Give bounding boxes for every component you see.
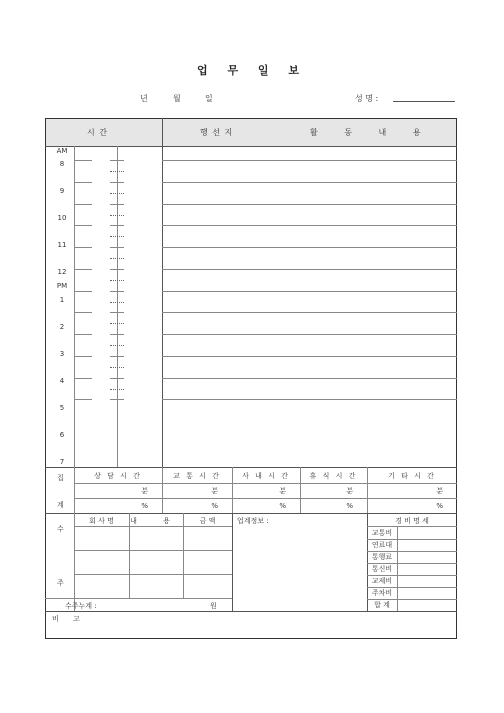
hour-label-3: 3 [59, 350, 65, 358]
hour-tick [74, 225, 92, 226]
orders-header-content: 내 용 [130, 517, 182, 525]
half-hour-tick [110, 280, 124, 281]
summary-header-4: 기 타 시 간 [388, 472, 436, 480]
expense-item-3: 통신비 [371, 565, 393, 573]
half-hour-tick [110, 236, 124, 237]
half-hour-tick [110, 367, 124, 368]
orders-info-divider [232, 513, 233, 611]
industry-info-label: 업계정보 : [237, 517, 269, 525]
half-hour-tick [110, 193, 124, 194]
expense-item-1: 연료대 [371, 541, 393, 549]
hour-tick [110, 291, 124, 292]
summary-label-bottom: 계 [57, 501, 64, 509]
summary-percent-1: % [211, 502, 218, 510]
hour-label-8: 8 [59, 160, 65, 168]
hour-label-am: AM [56, 147, 68, 155]
hour-tick [110, 182, 124, 183]
hour-label-1: 1 [59, 296, 65, 304]
summary-bottom-line [45, 513, 457, 514]
hour-tick [74, 204, 92, 205]
time-activity-divider [162, 118, 163, 467]
orders-header-amount: 금 액 [199, 517, 216, 525]
orders-label-divider [74, 513, 75, 611]
half-hour-tick [110, 171, 124, 172]
hour-tick [110, 399, 124, 400]
summary-header-3: 휴 식 시 간 [309, 472, 358, 480]
summary-header-1: 교 통 시 간 [173, 472, 221, 480]
activity-row-line [162, 247, 457, 248]
activity-row-line [162, 378, 457, 379]
expense-item-4: 교제비 [371, 577, 393, 585]
hour-label-11: 11 [57, 241, 67, 249]
hour-tick [74, 247, 92, 248]
time-column-divider [117, 146, 118, 467]
hour-tick [110, 312, 124, 313]
activity-row-line [162, 312, 457, 313]
summary-minutes-0: 분 [141, 487, 148, 495]
orders-label-bottom: 주 [57, 579, 64, 587]
hour-label-9: 9 [59, 187, 65, 195]
activity-row-line [162, 291, 457, 292]
hour-tick [74, 182, 92, 183]
summary-percent-2: % [279, 502, 286, 510]
hour-label-12: 12 [57, 268, 67, 276]
hour-label-4: 4 [59, 377, 65, 385]
header-time [87, 127, 108, 138]
summary-top-line [45, 467, 457, 468]
activity-row-line [162, 399, 457, 400]
hour-tick [110, 334, 124, 335]
expense-header-line [367, 526, 457, 527]
summary-row1-line [74, 483, 457, 484]
half-hour-tick [110, 302, 124, 303]
header-time-label: 시 간 [87, 128, 108, 137]
half-hour-tick [110, 215, 124, 216]
expense-item-5: 주차비 [371, 589, 393, 597]
year-label: 년 [140, 94, 148, 103]
document-title: 업 무 일 보 [197, 64, 307, 77]
orders-label-top: 수 [57, 525, 64, 533]
orders-total-line [45, 598, 232, 599]
hour-tick [74, 356, 92, 357]
summary-percent-4: % [436, 502, 443, 510]
half-hour-tick [110, 389, 124, 390]
day-label: 일 [205, 94, 213, 103]
remarks-label: 비 고 [52, 615, 86, 623]
hour-label-10: 10 [57, 214, 67, 222]
half-hour-tick [110, 345, 124, 346]
expense-item-0: 교통비 [371, 529, 393, 537]
orders-row-line-2 [74, 574, 232, 575]
hour-tick [110, 160, 124, 161]
summary-minutes-1: 분 [211, 487, 218, 495]
expense-total: 합 계 [374, 601, 390, 609]
hour-tick [74, 334, 92, 335]
hour-label-2: 2 [59, 323, 65, 331]
orders-header-company: 회 사 명 [89, 517, 114, 525]
orders-header-line [74, 526, 232, 527]
summary-row2-line [74, 498, 457, 499]
hour-tick [74, 312, 92, 313]
hour-label-7: 7 [59, 458, 65, 466]
summary-percent-0: % [141, 502, 148, 510]
summary-percent-3: % [346, 502, 353, 510]
hour-column-divider [74, 146, 75, 467]
orders-total-unit: 원 [210, 602, 217, 610]
month-label: 월 [173, 94, 181, 103]
hour-tick [110, 356, 124, 357]
hour-tick [110, 247, 124, 248]
activity-row-line [162, 334, 457, 335]
name-label: 성 명 : [355, 94, 379, 103]
remarks-top-line [45, 611, 457, 612]
summary-header-2: 사 내 시 간 [242, 472, 290, 480]
hour-tick [74, 269, 92, 270]
expense-title: 경 비 명 세 [395, 517, 429, 525]
hour-tick [74, 399, 92, 400]
activity-row-line [162, 269, 457, 270]
header-divider [45, 146, 457, 147]
hour-tick [110, 204, 124, 205]
half-hour-tick [110, 323, 124, 324]
summary-minutes-4: 분 [436, 487, 443, 495]
half-hour-tick [110, 258, 124, 259]
summary-minutes-2: 분 [279, 487, 286, 495]
hour-label-6: 6 [59, 431, 65, 439]
orders-row-line-1 [74, 550, 232, 551]
activity-row-line [162, 182, 457, 183]
hour-label-5: 5 [59, 404, 65, 412]
activity-row-line [162, 160, 457, 161]
hour-tick [74, 378, 92, 379]
name-field[interactable] [393, 101, 455, 102]
activity-row-line [162, 225, 457, 226]
summary-header-0: 상 담 시 간 [94, 472, 142, 480]
header-activity: 활 동 내 용 [310, 128, 433, 137]
activity-row-line [162, 204, 457, 205]
hour-tick [110, 269, 124, 270]
hour-tick [110, 378, 124, 379]
expense-item-2: 통행료 [371, 553, 393, 561]
hour-tick [110, 225, 124, 226]
header-place: 행 선 지 [200, 128, 234, 137]
orders-total-label: 수주누계 : [65, 602, 97, 610]
activity-row-line [162, 356, 457, 357]
summary-minutes-3: 분 [346, 487, 353, 495]
hour-label-pm: PM [56, 282, 68, 290]
hour-tick [74, 291, 92, 292]
summary-label-top: 집 [57, 474, 64, 482]
hour-tick [74, 160, 92, 161]
